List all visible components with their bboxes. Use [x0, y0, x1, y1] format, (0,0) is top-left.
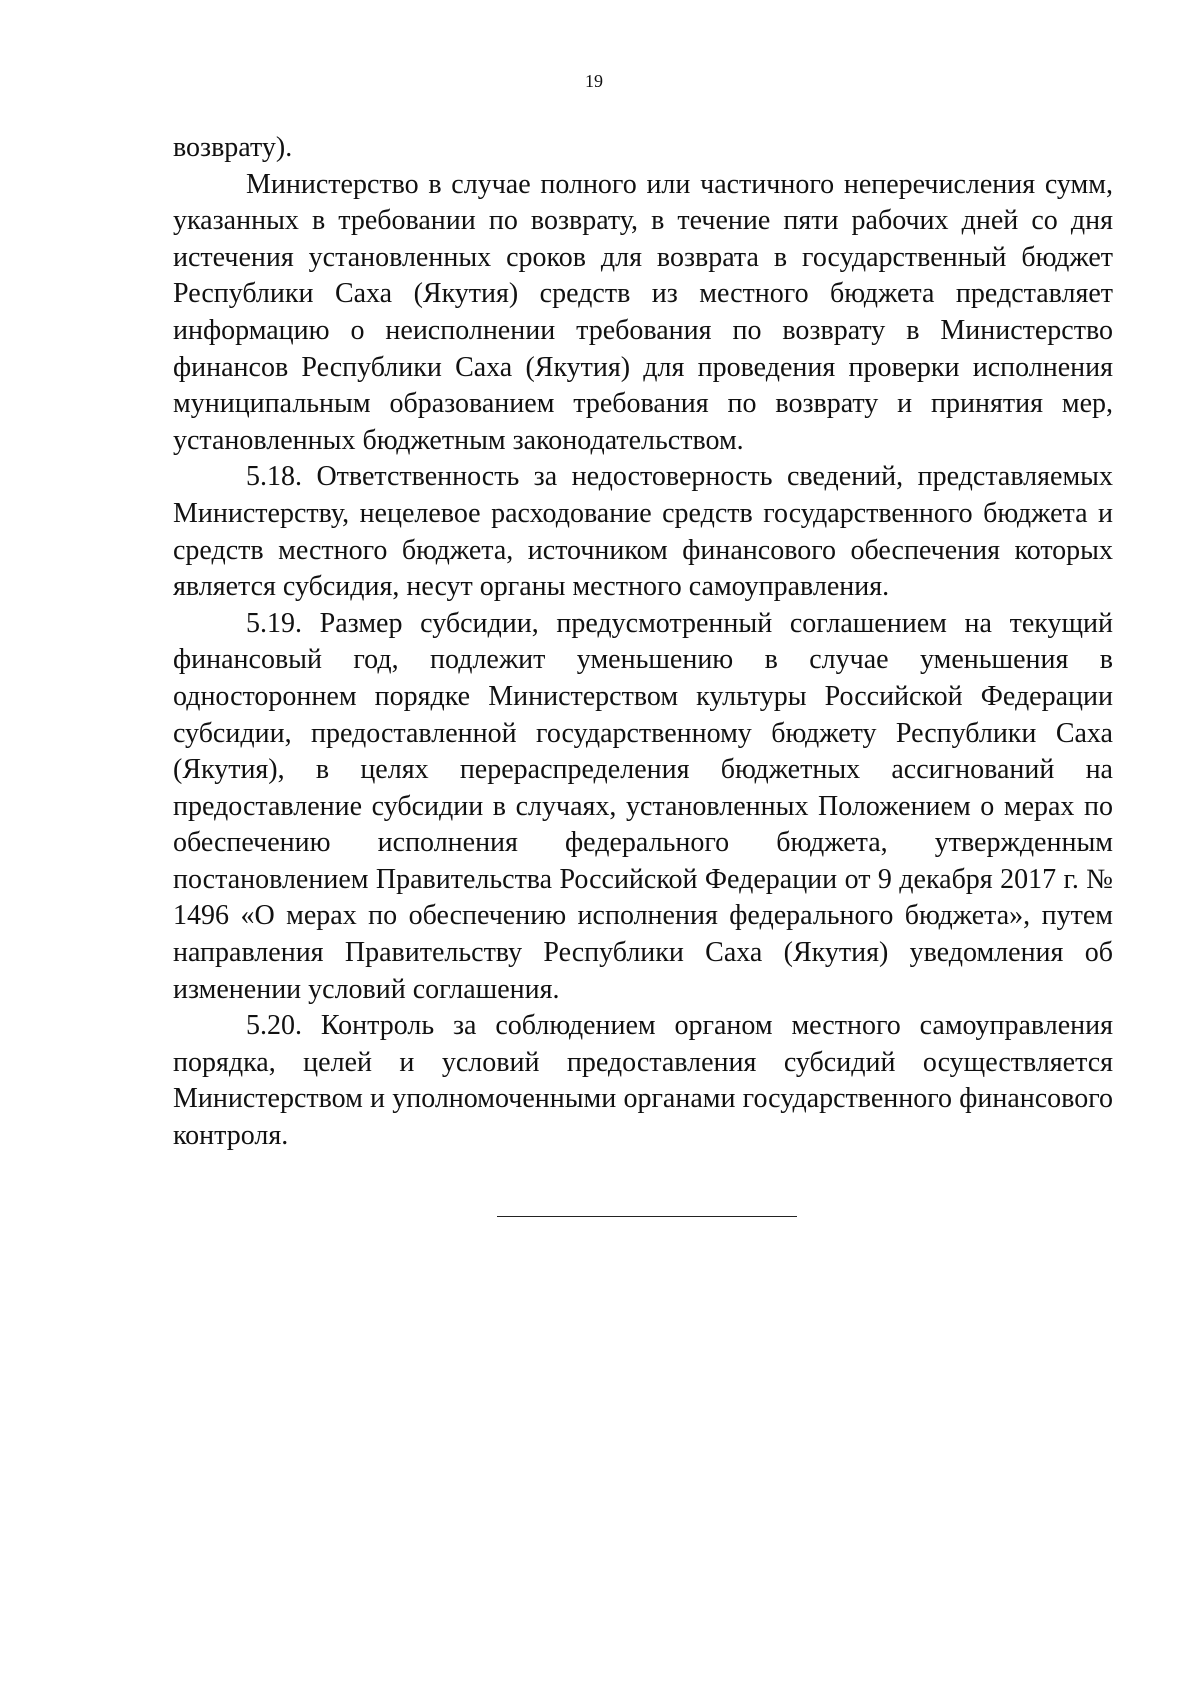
end-divider-line: [497, 1216, 797, 1217]
paragraph-continuation: возврату).: [173, 132, 293, 163]
paragraph-5-20: 5.20. Контроль за соблюдением органом местного самоуправления порядка, целей и условий предоставления субсидий осуществляется Министерством и уполномоченными органами государственного финансового контроля.: [173, 1010, 1113, 1152]
document-body: [173, 130, 1113, 1155]
paragraph-ministry-notice: Министерство в случае полного или частичного неперечисления сумм, указанных в требовании по возврату, в течение пяти рабочих дней со дня истечения установленных сроков для возврата в государственный бюджет Республики Саха (Якутия) средств из местного бюджета представляет информацию о неисполнении требования по возврату в Министерство финансов Республики Саха (Якутия) для проведения проверки исполнения муниципальным образованием требования по возврату и принятия мер, установленных бюджетным законодательством.: [173, 168, 1113, 456]
paragraph-5-18: 5.18. Ответственность за недостоверность сведений, представляемых Министерству, нецелевое расходование средств государственного бюджета и средств местного бюджета, источником финансового обеспечения которых является субсидия, несут органы местного самоуправления.: [173, 461, 1113, 603]
paragraph-5-19: 5.19. Размер субсидии, предусмотренный соглашением на текущий финансовый год, подлежит уменьшению в случае уменьшения в одностороннем порядке Министерством культуры Российской Федерации субсидии, предоставленной государственному бюджету Республики Саха (Якутия), в целях перераспределения бюджетных ассигнований на предоставление субсидии в случаях, установленных Положением о мерах по обеспечению исполнения федерального бюджета, утвержденным постановлением Правительства Российской Федерации от 9 декабря 2017 г. № 1496 «О мерах по обеспечению исполнения федерального бюджета», путем направления Правительству Республики Саха (Якутия) уведомления об изменении условий соглашения.: [173, 607, 1113, 1005]
page-number: 19: [585, 71, 603, 91]
